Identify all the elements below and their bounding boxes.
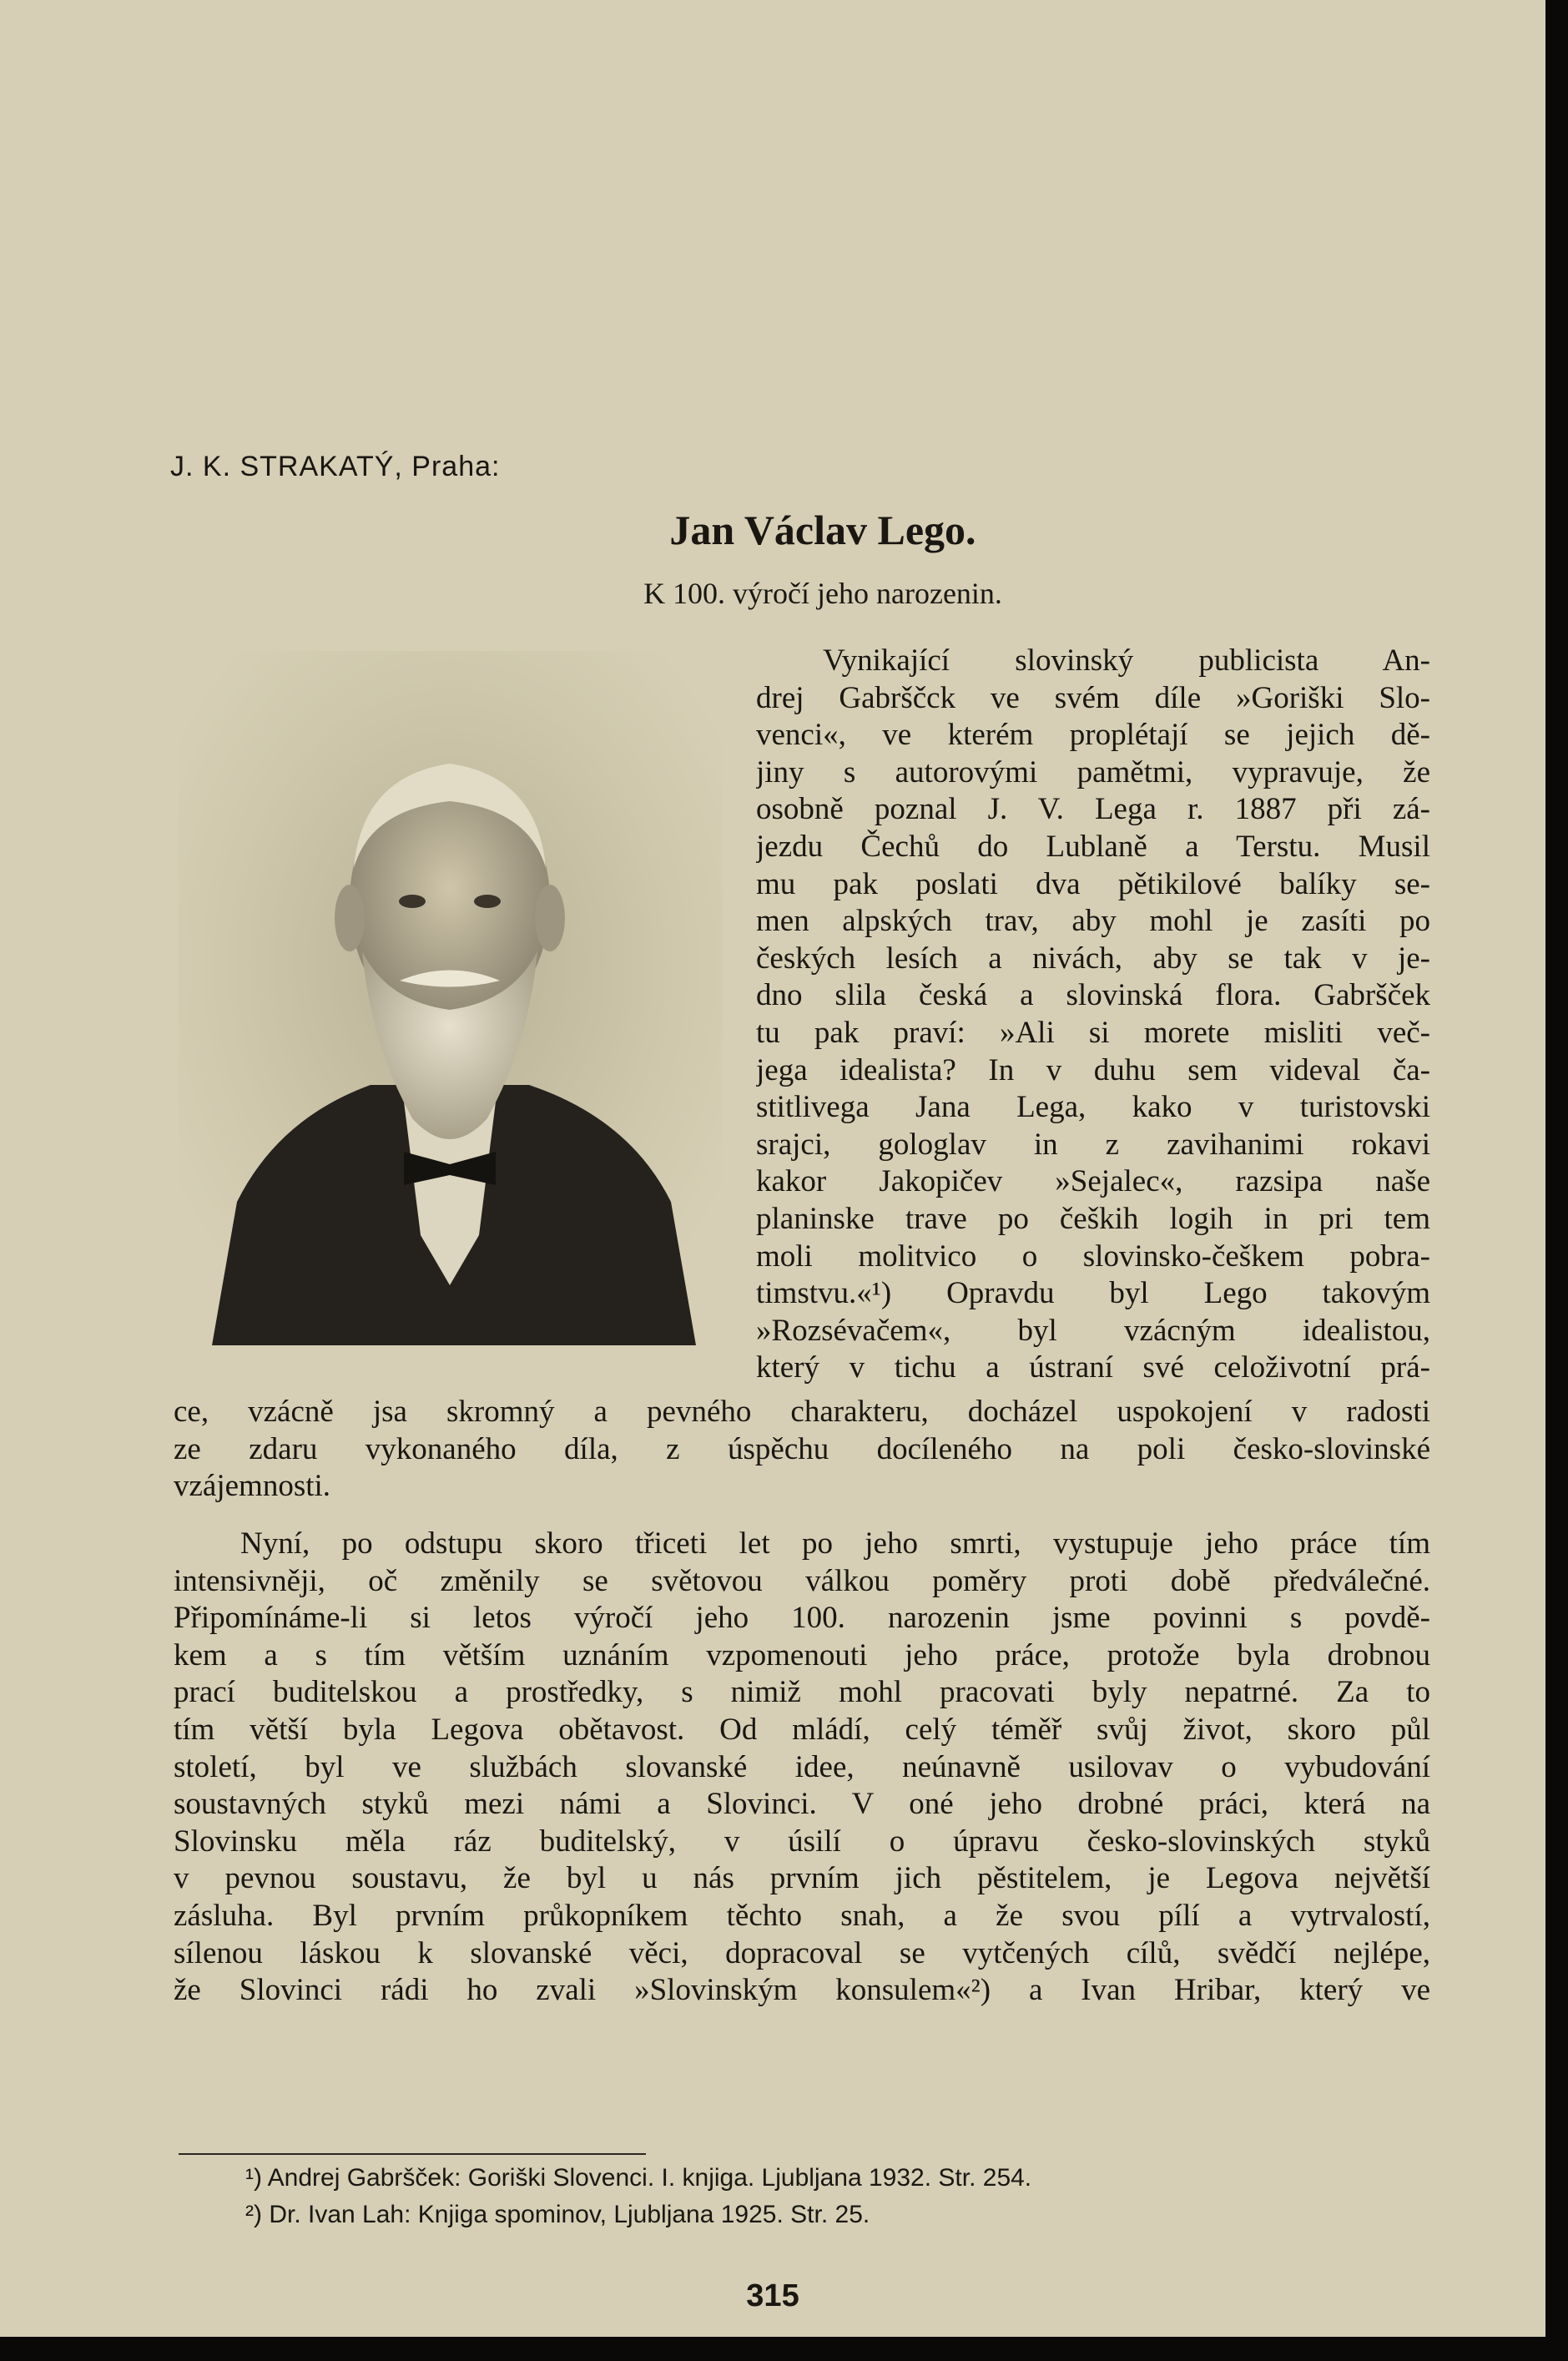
body-line: ce, vzácně jsa skromný a pevného charakteru, docházel uspokojení v radosti xyxy=(174,1395,1430,1429)
column-line: timstvu.«¹) Opravdu byl Lego takovým xyxy=(756,1276,1430,1311)
column-line: Vynikající slovinský publicista An- xyxy=(823,643,1430,678)
body-line: století, byl ve službách slovanské idee, neúnavně usilovav o vybudování xyxy=(174,1749,1430,1784)
scan-edge-bottom xyxy=(0,2337,1568,2361)
body-line: kem a s tím větším uznáním vzpomenouti jeho práce, protože byla drobnou xyxy=(174,1637,1430,1672)
body-line: Připomínáme-li si letos výročí jeho 100. narozenin jsme povinni s povdě- xyxy=(174,1601,1430,1636)
scan-edge-right xyxy=(1545,0,1568,2361)
paragraph-continuation xyxy=(174,1394,1430,1506)
column-line: drej Gabrščck ve svém díle »Goriški Slo- xyxy=(756,680,1430,715)
portrait-photo xyxy=(179,651,723,1345)
article-subtitle: K 100. výročí jeho narozenin. xyxy=(643,577,1002,610)
body-line: soustavných styků mezi námi a Slovinci. V oné jeho drobné práci, která na xyxy=(174,1787,1430,1822)
column-text xyxy=(756,643,1430,1387)
column-line: planinske trave po čeških logih in pri tem xyxy=(756,1201,1430,1236)
column-line: moli molitvico o slovinsko-češkem pobra- xyxy=(756,1239,1430,1274)
page-number: 315 xyxy=(746,2278,799,2313)
body-line: v pevnou soustavu, že byl u nás prvním jich pěstitelem, je Legova největší xyxy=(174,1861,1430,1896)
column-line: venci«, ve kterém proplétají se jejich dě- xyxy=(756,718,1430,753)
paragraph-continuation-text xyxy=(174,1394,1430,1506)
paragraph-2-text xyxy=(174,1526,1430,2010)
body-line: vzájemnosti. xyxy=(174,1469,331,1504)
body-line: zásluha. Byl prvním průkopníkem těchto snah, a že svou pílí a vytrvalostí, xyxy=(174,1898,1430,1933)
footnotes xyxy=(245,2160,1031,2233)
body-line: Nyní, po odstupu skoro třiceti let po jeho smrti, vystupuje jeho práce tím xyxy=(240,1526,1430,1561)
column-line: dno slila česká a slovinská flora. Gabršček xyxy=(756,978,1430,1013)
footnote-2: ²) Dr. Ivan Lah: Knjiga spominov, Ljubljana 1925. Str. 25. xyxy=(245,2201,870,2228)
column-line: který v tichu a ústraní své celoživotní prá- xyxy=(756,1350,1430,1385)
body-line: Slovinsku měla ráz buditelský, v úsilí o úpravu česko-slovinských styků xyxy=(174,1824,1430,1859)
body-line: že Slovinci rádi ho zvali »Slovinským konsulem«²) a Ivan Hribar, který ve xyxy=(174,1973,1430,2008)
column-line: men alpských trav, aby mohl je zasíti po xyxy=(756,904,1430,939)
column-line: stitlivega Jana Lega, kako v turistovski xyxy=(756,1090,1430,1125)
author-line: J. K. STRAKATÝ, Praha: xyxy=(170,451,501,482)
footnote-rule xyxy=(179,2153,646,2155)
column-line: jiny s autorovými pamětmi, vypravuje, že xyxy=(756,754,1430,790)
column-line: jezdu Čechů do Lublaně a Terstu. Musil xyxy=(756,829,1430,864)
column-line: srajci, gologlav in z zavihanimi rokavi xyxy=(756,1127,1430,1162)
column-line: tu pak praví: »Ali si morete misliti več- xyxy=(756,1015,1430,1050)
column-line: »Rozsévačem«, byl vzácným idealistou, xyxy=(756,1313,1430,1348)
body-line: ze zdaru vykonaného díla, z úspěchu docíleného na poli česko-slovinské xyxy=(174,1431,1430,1466)
column-line: jega idealista? In v duhu sem videval ča- xyxy=(756,1052,1430,1087)
body-line: intensivněji, oč změnily se světovou válkou poměry proti době předválečné. xyxy=(174,1563,1430,1598)
footnote-1: ¹) Andrej Gabršček: Goriški Slovenci. I. knjiga. Ljubljana 1932. Str. 254. xyxy=(245,2164,1032,2192)
column-line: osobně poznal J. V. Lega r. 1887 při zá- xyxy=(756,792,1430,827)
body-line: prací buditelskou a prostředky, s nimiž mohl pracovati byly nepatrné. Za to xyxy=(174,1675,1430,1710)
body-line: tím větší byla Legova obětavost. Od mládí, celý téměř svůj život, skoro půl xyxy=(174,1712,1430,1747)
paragraph-2 xyxy=(174,1526,1430,2010)
article-title: Jan Václav Lego. xyxy=(669,507,976,553)
body-line: sílenou láskou k slovanské věci, dopracoval se vytčených cílů, svědčí nejlépe, xyxy=(174,1935,1430,1970)
column-line: českých lesích a nivách, aby se tak v je- xyxy=(756,941,1430,976)
column-line: kakor Jakopičev »Sejalec«, razsipa naše xyxy=(756,1164,1430,1199)
portrait-illustration xyxy=(179,651,723,1345)
column-paragraph xyxy=(756,643,1430,1387)
column-line: mu pak poslati dva pětikilové balíky se- xyxy=(756,866,1430,901)
